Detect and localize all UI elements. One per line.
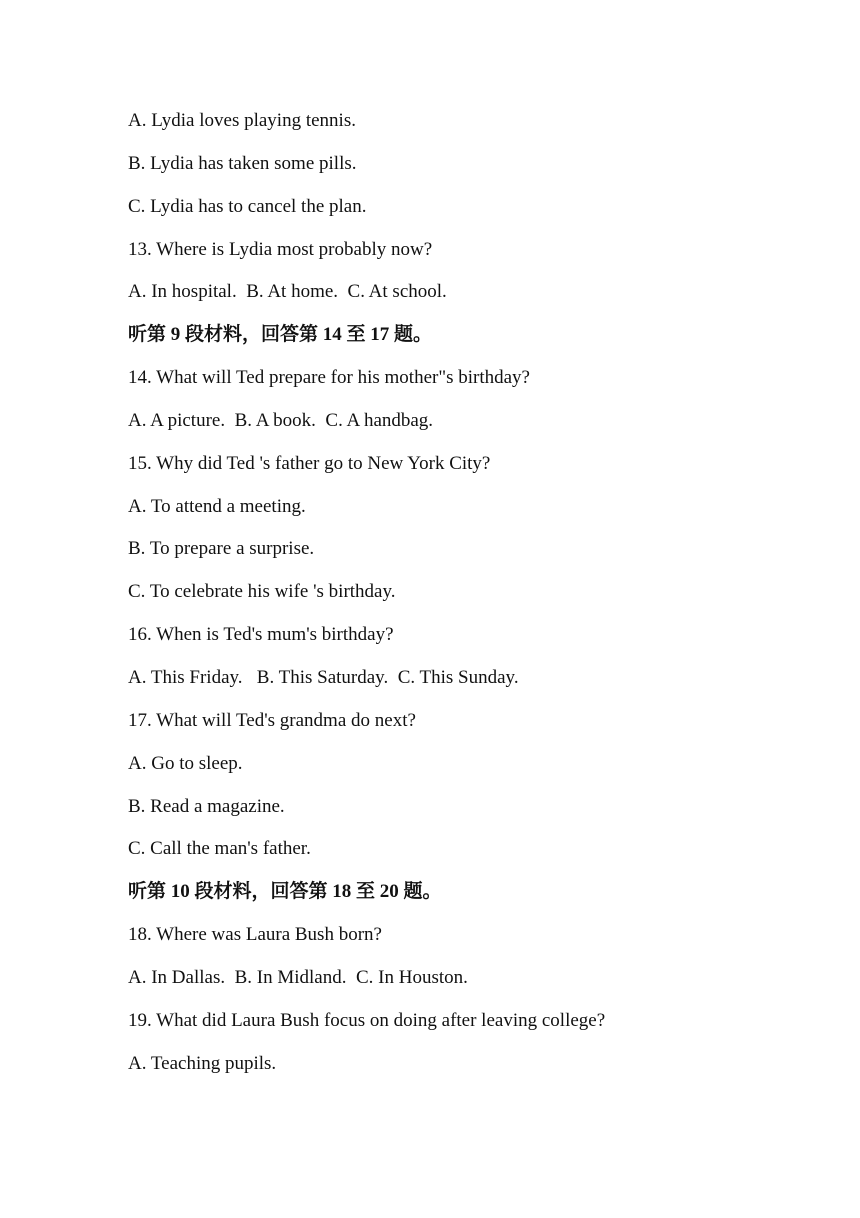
option-line: A. In Dallas. B. In Midland. C. In Houston. — [128, 966, 468, 988]
option-line: A. A picture. B. A book. C. A handbag. — [128, 409, 434, 431]
document-body — [128, 108, 808, 1093]
section-instruction: 听第 9 段材料，回答第 14 至 17 题。 — [128, 324, 433, 346]
option-line: C. To celebrate his wife 's birthday. — [128, 581, 396, 603]
question-line: 18. Where was Laura Bush born? — [128, 924, 382, 946]
question-line: 15. Why did Ted 's father go to New York City? — [128, 452, 491, 474]
question-line: 19. What did Laura Bush focus on doing after leaving college? — [128, 1009, 606, 1031]
option-line: A. Go to sleep. — [128, 752, 243, 774]
option-line: A. To attend a meeting. — [128, 495, 306, 517]
option-line: B. Read a magazine. — [128, 795, 285, 817]
option-line: B. To prepare a surprise. — [128, 538, 315, 560]
option-line: A. In hospital. B. At home. C. At school. — [128, 281, 447, 303]
question-line: 14. What will Ted prepare for his mother"s birthday? — [128, 367, 530, 389]
section-instruction: 听第 10 段材料，回答第 18 至 20 题。 — [128, 881, 442, 903]
question-line: 16. When is Ted's mum's birthday? — [128, 624, 394, 646]
option-line: B. Lydia has taken some pills. — [128, 152, 357, 174]
option-line: A. Teaching pupils. — [128, 1052, 277, 1074]
option-line: C. Lydia has to cancel the plan. — [128, 195, 367, 217]
option-line: C. Call the man's father. — [128, 838, 311, 860]
question-line: 17. What will Ted's grandma do next? — [128, 709, 416, 731]
option-line: A. This Friday. B. This Saturday. C. This Sunday. — [128, 666, 519, 688]
question-line: 13. Where is Lydia most probably now? — [128, 238, 433, 260]
option-line: A. Lydia loves playing tennis. — [128, 110, 356, 131]
